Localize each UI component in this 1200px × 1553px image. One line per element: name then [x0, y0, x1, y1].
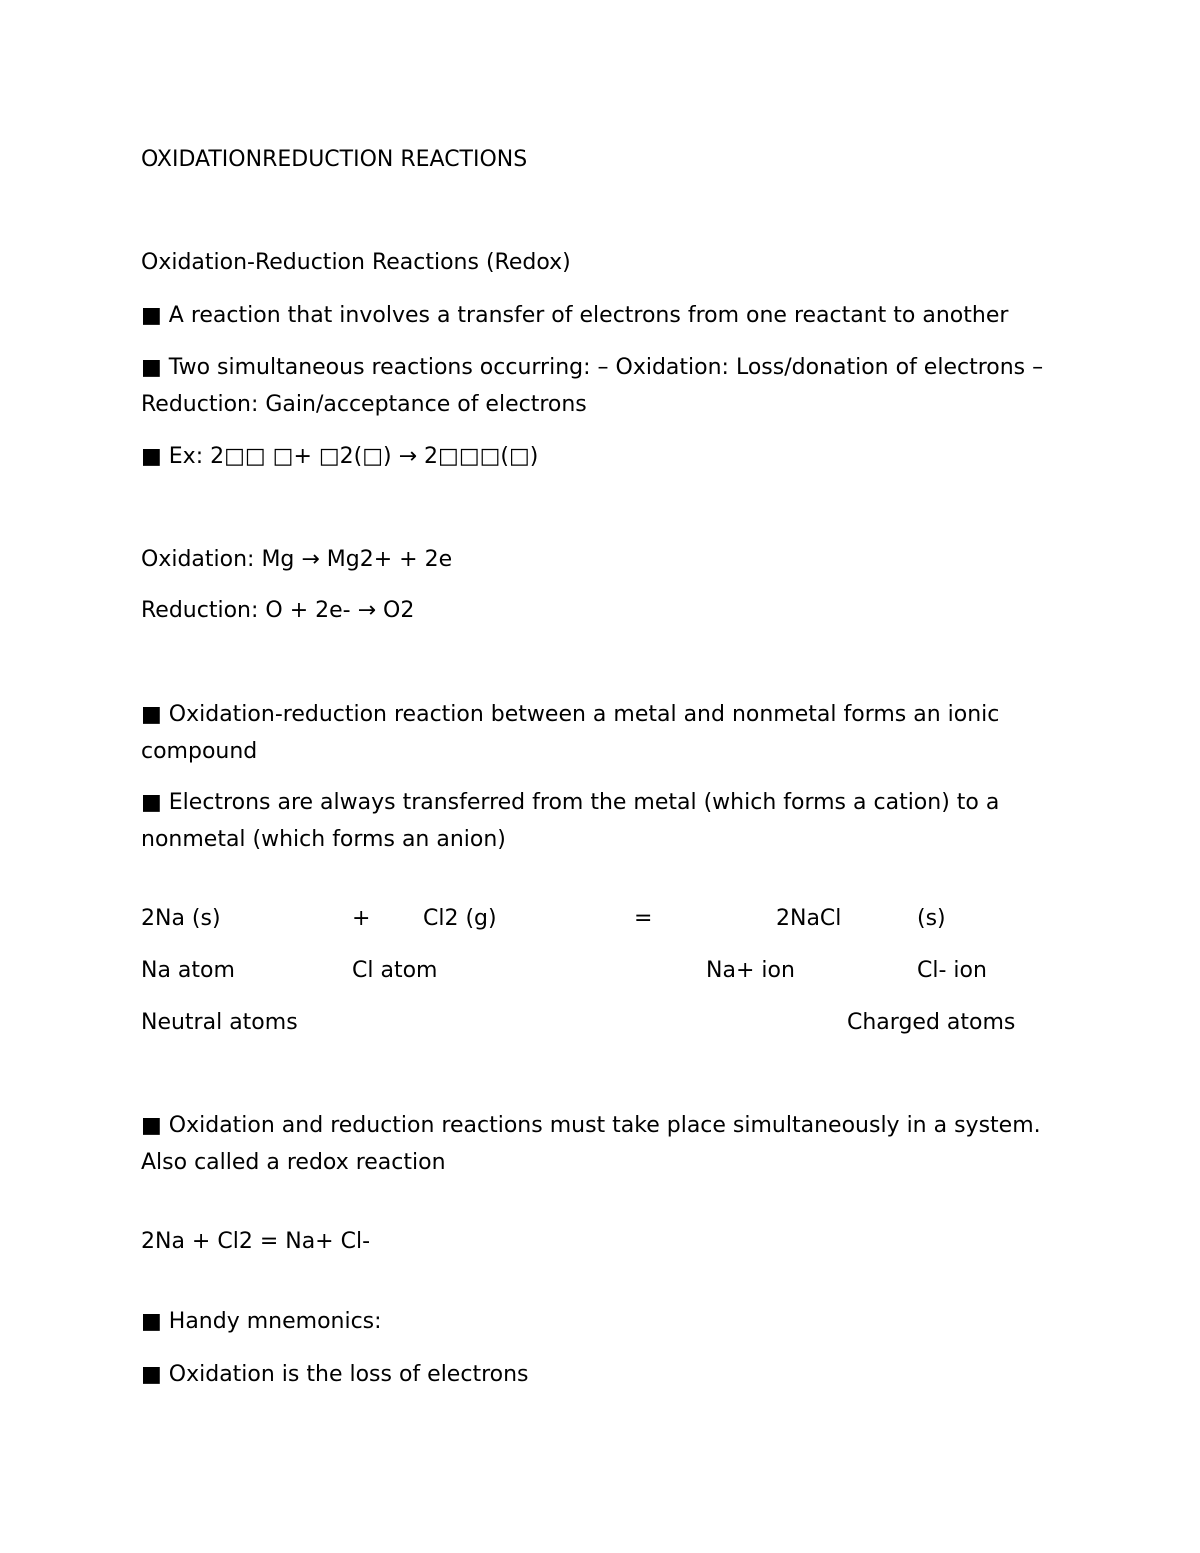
reactant-sodium: 2Na (s) [141, 906, 221, 931]
bullet-redox-line1: ■ Oxidation and reduction reactions must take place simultaneously in a system. [141, 1113, 1041, 1138]
bullet-electrons-line2: nonmetal (which forms an anion) [141, 827, 506, 852]
equals-sign: = [634, 906, 653, 931]
charged-atoms-label: Charged atoms [847, 1010, 1016, 1035]
section-heading: Oxidation-Reduction Reactions (Redox) [141, 250, 571, 275]
product-sodium-chloride: 2NaCl [776, 906, 842, 931]
bullet-ionic-line2: compound [141, 739, 258, 764]
bullet-transfer: ■ A reaction that involves a transfer of electrons from one reactant to another [141, 303, 1009, 328]
na-ion-label: Na+ ion [706, 958, 795, 983]
product-state: (s) [917, 906, 946, 931]
bullet-example: ■ Ex: 2□□ □+ □2(□) → 2□□□(□) [141, 444, 539, 469]
bullet-oxidation-loss: ■ Oxidation is the loss of electrons [141, 1362, 529, 1387]
plus-sign: + [352, 906, 371, 931]
bullet-simultaneous-line2: Reduction: Gain/acceptance of electrons [141, 392, 587, 417]
bullet-mnemonics: ■ Handy mnemonics: [141, 1309, 382, 1334]
na-atom-label: Na atom [141, 958, 235, 983]
cl-ion-label: Cl- ion [917, 958, 987, 983]
neutral-atoms-label: Neutral atoms [141, 1010, 298, 1035]
bullet-electrons-line1: ■ Electrons are always transferred from the metal (which forms a cation) to a [141, 790, 1000, 815]
bullet-simultaneous-line1: ■ Two simultaneous reactions occurring: – Oxidation: Loss/donation of electrons – [141, 355, 1044, 380]
reduction-equation: Reduction: O + 2e- → O2 [141, 598, 415, 623]
page-title: OXIDATIONREDUCTION REACTIONS [141, 147, 528, 172]
oxidation-equation: Oxidation: Mg → Mg2+ + 2e [141, 547, 453, 572]
bullet-redox-line2: Also called a redox reaction [141, 1150, 446, 1175]
bullet-ionic-line1: ■ Oxidation-reduction reaction between a metal and nonmetal forms an ionic [141, 702, 1000, 727]
reactant-chlorine: Cl2 (g) [423, 906, 497, 931]
summary-equation: 2Na + Cl2 = Na+ Cl- [141, 1229, 371, 1254]
cl-atom-label: Cl atom [352, 958, 438, 983]
